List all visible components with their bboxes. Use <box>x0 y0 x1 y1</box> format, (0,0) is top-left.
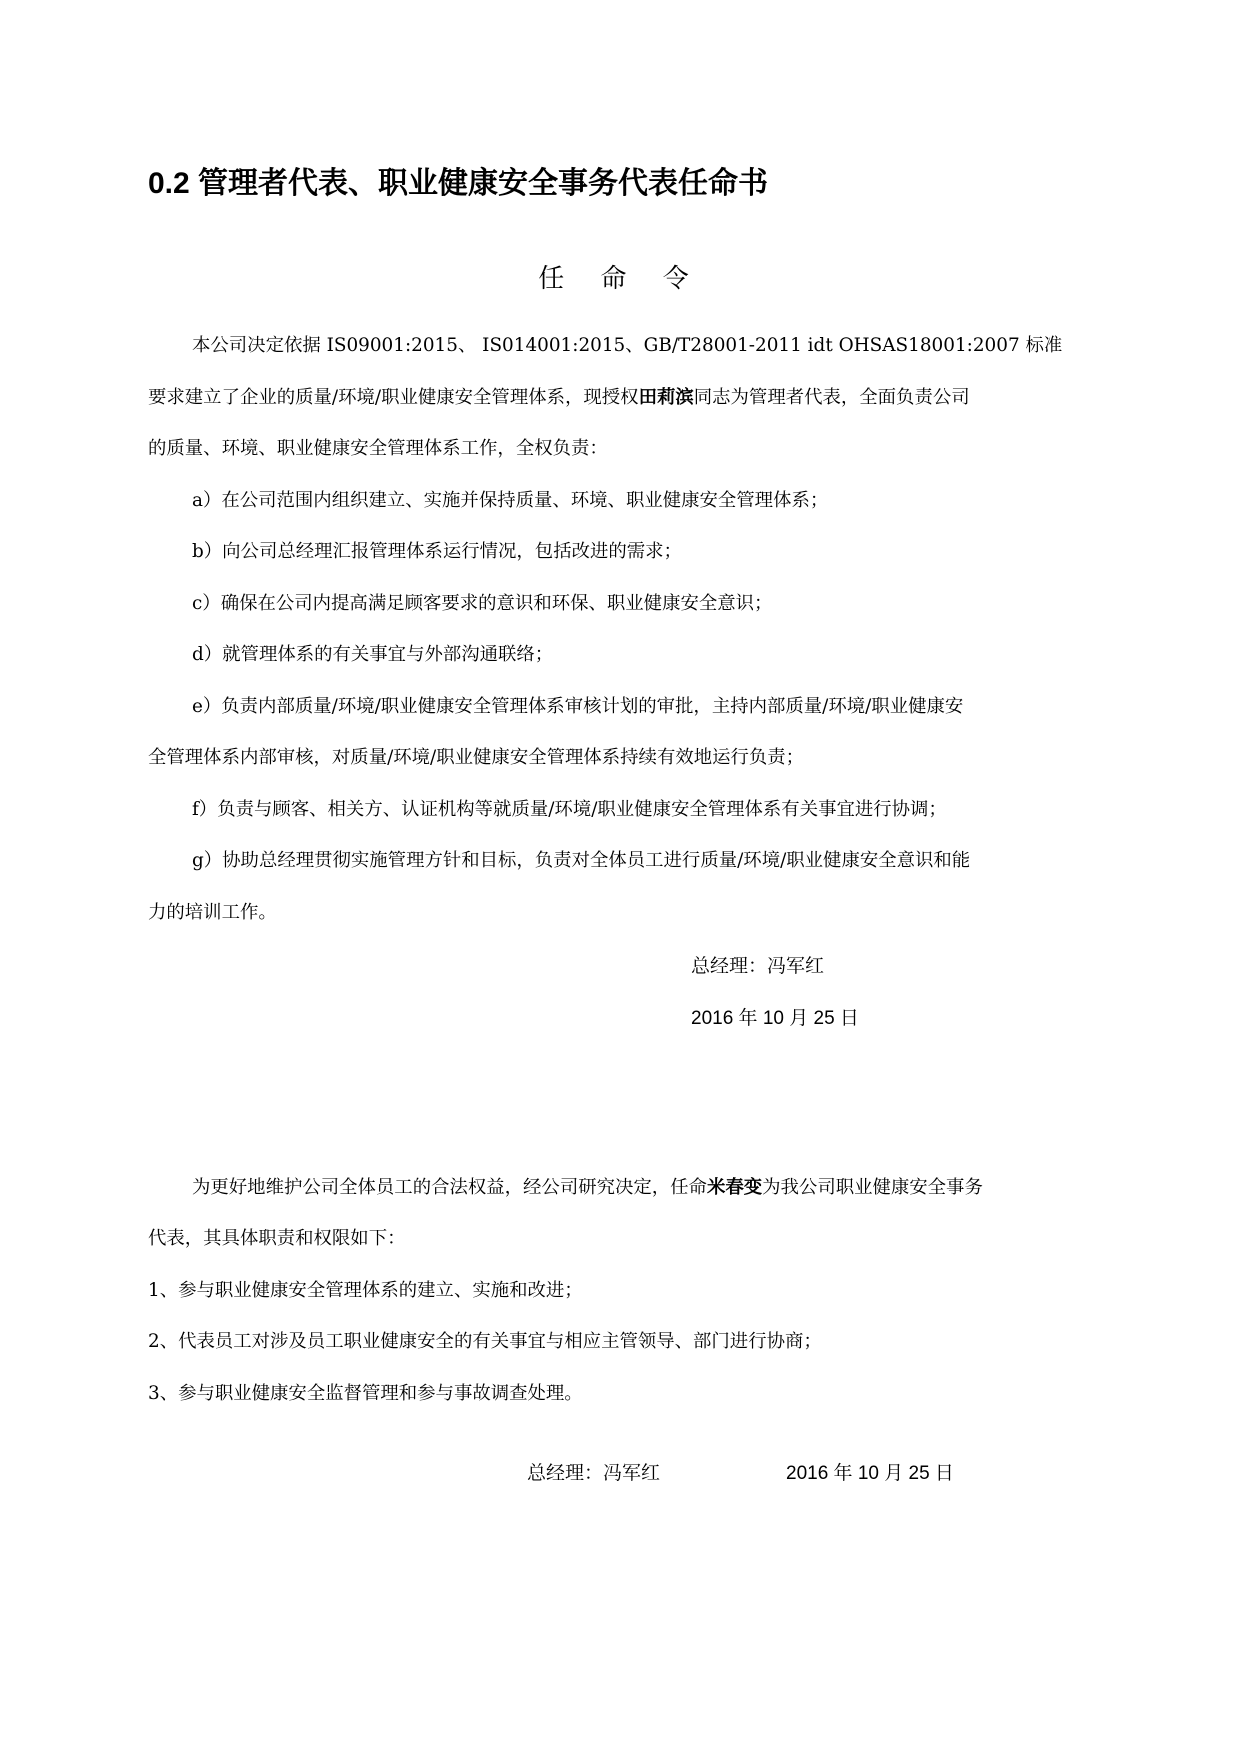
list-item-a: a）在公司范围内组织建立、实施并保持质量、环境、职业健康安全管理体系； <box>192 490 829 511</box>
signature-date-1: 2016 年 10 月 25 日 <box>691 1008 859 1029</box>
para1-line2-text: 要求建立了企业的质量/环境/职业健康安全管理体系，现授权 <box>148 387 639 408</box>
para2-line2: 代表，其具体职责和权限如下： <box>148 1228 406 1249</box>
para1-line2-text-after: 同志为管理者代表，全面负责公司 <box>693 387 970 408</box>
duty-item-3: 3、参与职业健康安全监督管理和参与事故调查处理。 <box>148 1383 583 1404</box>
list-item-c: c）确保在公司内提高满足顾客要求的意识和环保、职业健康安全意识； <box>192 593 773 614</box>
appointment-title: 任 命 令 <box>538 264 703 294</box>
appointee-name-1: 田莉滨 <box>638 386 694 407</box>
list-item-g-line2: 力的培训工作。 <box>148 902 277 923</box>
duty-item-2: 2、代表员工对涉及员工职业健康安全的有关事宜与相应主管领导、部门进行协商； <box>148 1331 822 1352</box>
list-item-f: f）负责与顾客、相关方、认证机构等就质量/环境/职业健康安全管理体系有关事宜进行协调； <box>192 799 947 820</box>
duty-item-1: 1、参与职业健康安全管理体系的建立、实施和改进； <box>148 1280 583 1301</box>
list-item-e-line1: e）负责内部质量/环境/职业健康安全管理体系审核计划的审批，主持内部质量/环境/职业健康安 <box>192 696 964 717</box>
signature-manager-1: 总经理：冯军红 <box>691 956 825 977</box>
para2-line1-text: 为更好地维护公司全体员工的合法权益，经公司研究决定，任命 <box>192 1177 707 1198</box>
list-item-e-line2: 全管理体系内部审核，对质量/环境/职业健康安全管理体系持续有效地运行负责； <box>148 747 805 768</box>
para1-line1: 本公司决定依据 IS09001:2015、 IS014001:2015、GB/T28001-2011 idt OHSAS18001:2007 标准 <box>192 335 1063 356</box>
list-item-b: b）向公司总经理汇报管理体系运行情况，包括改进的需求； <box>192 541 682 562</box>
para1-line3: 的质量、环境、职业健康安全管理体系工作，全权负责： <box>148 438 608 459</box>
signature-manager-2: 总经理：冯军红 <box>527 1463 661 1484</box>
para2-line1 <box>192 1174 983 1201</box>
para1-line2 <box>148 384 970 411</box>
list-item-d: d）就管理体系的有关事宜与外部沟通联络； <box>192 644 554 665</box>
appointee-name-2: 米春变 <box>706 1176 763 1197</box>
list-item-g-line1: g）协助总经理贯彻实施管理方针和目标，负责对全体员工进行质量/环境/职业健康安全意识和能 <box>192 850 971 871</box>
para2-line1-text-after: 为我公司职业健康安全事务 <box>762 1177 983 1198</box>
signature-date-2: 2016 年 10 月 25 日 <box>786 1463 954 1484</box>
document-heading: 0.2 管理者代表、职业健康安全事务代表任命书 <box>148 167 769 200</box>
